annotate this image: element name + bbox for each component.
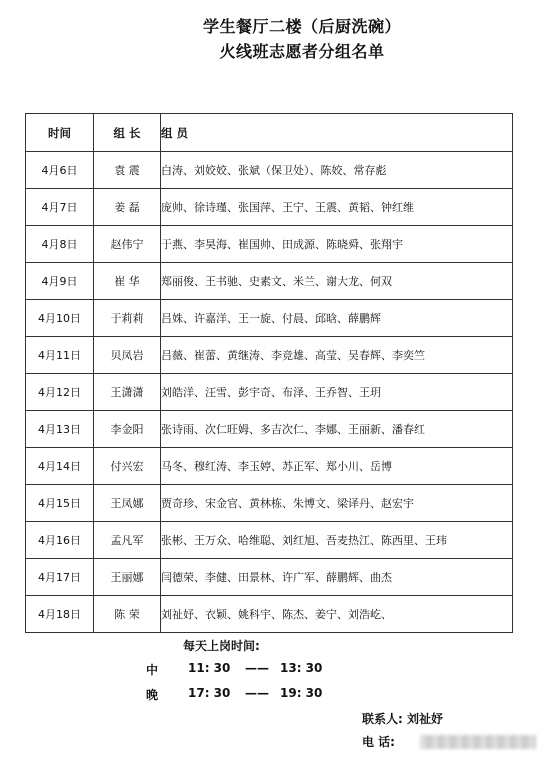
row-members: 闫德荣、李健、田景林、许广军、薛鹏辉、曲杰 [161,559,513,596]
shift-start-time: 11: 30 [188,661,231,675]
row-leader: 袁 震 [94,152,161,189]
table-row [26,189,513,226]
row-date: 4月15日 [26,485,94,522]
row-members: 张诗雨、次仁旺姆、多吉次仁、李娜、王丽新、潘春红 [161,411,513,448]
row-leader: 赵伟宁 [94,226,161,263]
row-date: 4月9日 [26,263,94,300]
table-row [26,596,513,633]
column-header-leader: 组 长 [94,114,161,152]
row-date: 4月11日 [26,337,94,374]
row-leader: 王凤娜 [94,485,161,522]
table-row [26,226,513,263]
column-header-date: 时间 [26,114,94,152]
shift-label: 中 [146,663,159,677]
shift-start-time: 17: 30 [188,686,231,700]
row-members: 刘祉妤、衣颖、姚科宇、陈杰、姜宁、刘浩屹、 [161,596,513,633]
row-date: 4月12日 [26,374,94,411]
contact-phone [362,733,542,751]
row-members: 张彬、王万众、哈维聪、刘红旭、吾麦热江、陈西里、王玮 [161,522,513,559]
document-title: 学生餐厅二楼（后厨洗碗） [202,17,401,36]
table-row [26,374,513,411]
row-members: 白涛、刘姣姣、张斌（保卫处）、陈姣、常存彪 [161,152,513,189]
row-members: 吕薇、崔蕾、黄继涛、李竞雄、高莹、吴春辉、李奕竺 [161,337,513,374]
row-leader: 王丽娜 [94,559,161,596]
row-leader: 王潇潇 [94,374,161,411]
row-leader: 崔 华 [94,263,161,300]
row-leader: 陈 荣 [94,596,161,633]
row-leader: 于莉莉 [94,300,161,337]
table-row [26,485,513,522]
row-date: 4月10日 [26,300,94,337]
row-leader: 李金阳 [94,411,161,448]
row-date: 4月18日 [26,596,94,633]
row-members: 郑丽俊、王书驰、史素文、米兰、谢大龙、何双 [161,263,513,300]
row-members: 于燕、李昊海、崔国帅、田成源、陈晓舜、张翔宇 [161,226,513,263]
table-row [26,263,513,300]
row-leader: 付兴宏 [94,448,161,485]
contact-person: 联系人: 刘祉妤 [362,712,443,726]
table-row [26,152,513,189]
row-members: 庞帅、徐诗瑾、张国萍、王宁、王震、黄韬、钟红维 [161,189,513,226]
row-date: 4月8日 [26,226,94,263]
row-members: 贾奇珍、宋金官、黄林栋、朱博文、梁译丹、赵宏宇 [161,485,513,522]
table-row [26,448,513,485]
row-leader: 孟凡军 [94,522,161,559]
row-members: 刘皓洋、汪雪、彭宇奇、布泽、王乔智、王玥 [161,374,513,411]
table-row [26,559,513,596]
redacted-phone-number [420,735,536,749]
row-leader: 贝凤岩 [94,337,161,374]
document-subtitle: 火线班志愿者分组名单 [219,42,385,61]
table-row [26,411,513,448]
column-header-members: 组 员 [161,114,513,152]
shift-end-time: 13: 30 [280,661,323,675]
row-date: 4月17日 [26,559,94,596]
row-leader: 姜 磊 [94,189,161,226]
shift-lunch [146,661,346,677]
table-header-row [26,114,513,152]
table-row [26,300,513,337]
schedule-heading: 每天上岗时间: [183,639,260,653]
shift-dash: —— [245,661,269,675]
table-row [26,337,513,374]
row-date: 4月16日 [26,522,94,559]
row-members: 吕姝、许嘉洋、王一旋、付晨、邱晗、薛鹏辉 [161,300,513,337]
shift-dash: —— [245,686,269,700]
shift-label: 晚 [146,688,159,702]
table-row [26,522,513,559]
shift-dinner [146,686,346,702]
row-date: 4月7日 [26,189,94,226]
volunteer-roster-table [25,113,513,633]
row-date: 4月14日 [26,448,94,485]
shift-end-time: 19: 30 [280,686,323,700]
row-members: 马冬、穆红涛、李玉婷、苏正军、郑小川、岳博 [161,448,513,485]
row-date: 4月6日 [26,152,94,189]
row-date: 4月13日 [26,411,94,448]
phone-label: 电 话: [362,735,395,749]
